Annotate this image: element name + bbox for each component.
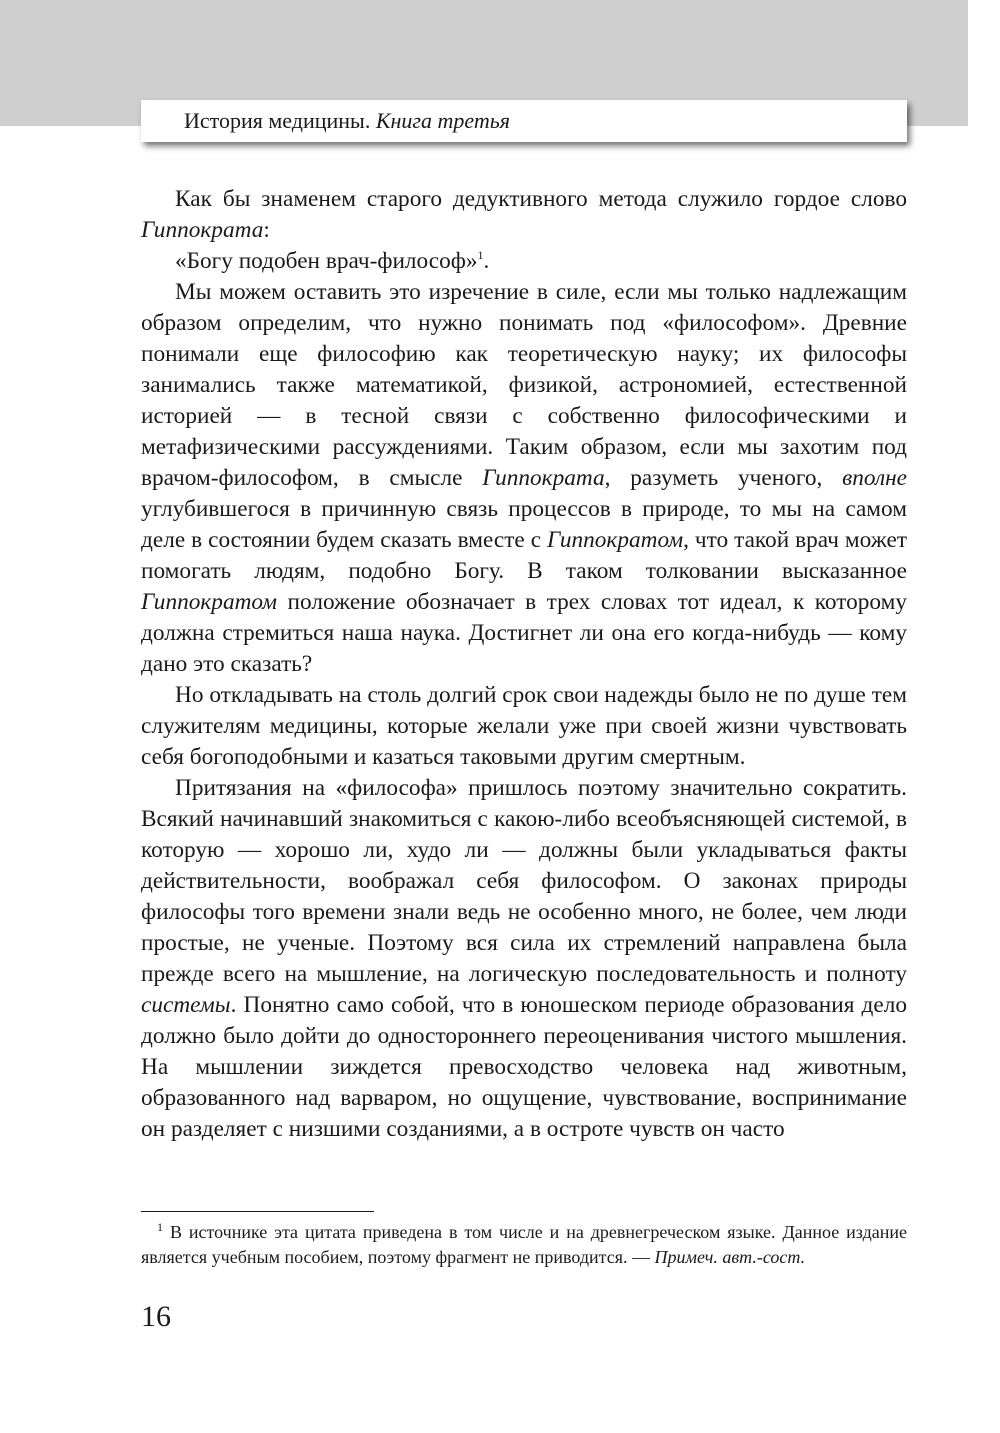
text-run: , разуметь ученого, bbox=[604, 465, 843, 491]
footnote bbox=[141, 1220, 907, 1270]
paragraph-3 bbox=[141, 277, 907, 680]
book-subtitle: Книга третья bbox=[375, 108, 510, 133]
italic-run: вполне bbox=[842, 465, 908, 491]
footnote-number: 1 bbox=[157, 1220, 163, 1234]
italic-run: Гиппократа bbox=[482, 465, 605, 491]
text-run: . bbox=[483, 248, 490, 274]
footnote-text bbox=[141, 1220, 907, 1270]
italic-run: системы bbox=[141, 992, 231, 1018]
paragraph-2-quote bbox=[141, 246, 907, 277]
running-header bbox=[141, 100, 907, 142]
text-run: : bbox=[263, 217, 270, 243]
text-run: . Понятно само собой, что в юношеском периоде образования дело должно было дойти до одностороннего переоценивания чистого мышления. На мышлении зиждется превосходство человека над животным, образованного над варваром, но ощущение, чувствование, воспринимание он разделяет с низшими созданиями, а в остроте чувств он часто bbox=[141, 992, 907, 1142]
text-run: Притязания на «философа» пришлось поэтому значительно сократить. Всякий начинавший знакомиться с какою-либо всеобъясняющей системой, в которую — хорошо ли, худо ли — должны были укладываться факты действительности, воображал себя философом. О законах природы философы того времени знали ведь не особенно много, не более, чем люди простые, не ученые. Поэтому вся сила их стремлений направлена была прежде всего на мышление, на логическую последовательность и полноту bbox=[141, 775, 907, 987]
text-run: положение обозначает в трех словах тот идеал, к которому должна стремиться наша наука. Достигнет ли она его когда-нибудь — кому дано это сказать? bbox=[141, 589, 907, 677]
page-number: 16 bbox=[141, 1300, 171, 1333]
footnote-body: В источнике эта цитата приведена в том числе и на древнегреческом языке. Данное издание является учебным пособием, поэтому фрагмент не приводится. — bbox=[141, 1222, 907, 1267]
quote-text: «Богу подобен врач-философ» bbox=[175, 248, 478, 274]
text-run: Мы можем оставить это изречение в силе, если мы только надлежащим образом определим, что нужно понимать под «философом». Древние понимали еще философию как теоретическую науку; их философы занимались также математикой, физикой, астрономией, естественной историей — в тесной связи с собственно философическими и метафизическими рассуждениями. Таким образом, если мы захотим под врачом-философом, в смысле bbox=[141, 279, 907, 491]
paragraph-4: Но откладывать на столь долгий срок свои надежды было не по душе тем служителям медицины, которые желали уже при своей жизни чувствовать себя богоподобными и казаться таковыми другим смертным. bbox=[141, 682, 907, 770]
running-header-text bbox=[184, 108, 510, 134]
italic-run: Гиппократом bbox=[141, 589, 278, 615]
main-text bbox=[141, 184, 907, 1145]
footnote-marker: 1 bbox=[477, 248, 484, 263]
text-run: Как бы знаменем старого дедуктивного метода служило гордое слово bbox=[175, 186, 907, 212]
text-run: углубившегося в причинную связь процессов в природе, то мы на самом деле в состоянии будем сказать вместе с bbox=[141, 496, 907, 553]
italic-run: Гиппократом bbox=[547, 527, 684, 553]
text-run: , что такой врач может помогать людям, подобно Богу. В таком толковании высказанное bbox=[141, 527, 908, 584]
footnote-note: Примеч. авт.-сост. bbox=[654, 1247, 806, 1267]
paragraph-5 bbox=[141, 773, 907, 1145]
book-title: История медицины. bbox=[184, 108, 371, 133]
paragraph-1 bbox=[141, 184, 907, 246]
footnote-divider bbox=[141, 1211, 374, 1212]
italic-run: Гиппократа bbox=[141, 217, 264, 243]
